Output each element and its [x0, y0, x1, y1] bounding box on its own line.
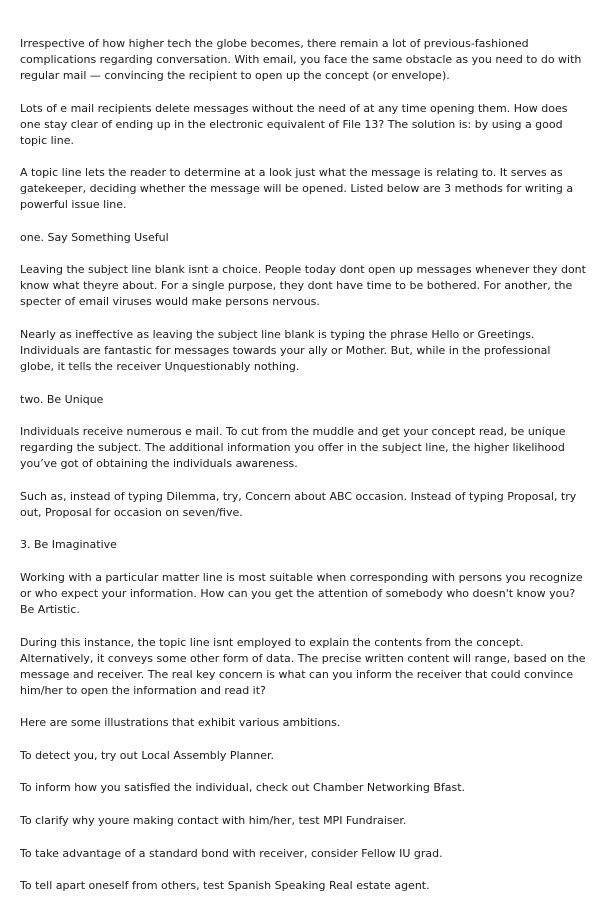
paragraph-common-bond: To take advantage of a standard bond with receiver, consider Fellow IU grad.	[20, 846, 443, 860]
paragraph-clarify-why: To clarify why youre making contact with him/her, test MPI Fundraiser.	[20, 813, 407, 827]
paragraph-intro: Irrespective of how higher tech the globe becomes, there remain a lot of previous-fashioned complications regarding conversation. With email, you face the same obstacle as you need to do with regular mail — convincing the recipient to open up the concept (or envelope).	[20, 37, 582, 82]
paragraph-tell-apart: To tell apart oneself from others, test Spanish Speaking Real estate agent.	[20, 879, 430, 893]
paragraph-numerous-mail: Individuals receive numerous e mail. To cut from the muddle and get your concept read, be unique regarding the subject. The additional information you offer in the subject line, the higher likelihood you’ve got of obtaining the individuals awareness.	[20, 425, 566, 471]
heading-be-imaginative: 3. Be Imaginative	[20, 538, 117, 552]
paragraph-particular-matter: Working with a particular matter line is most suitable when corresponding with persons you recognize or who expect your information. How can you get the attention of somebody who doesn't know you? Be Artistic.	[20, 570, 583, 616]
paragraph-illustrations: Here are some illustrations that exhibit various ambitions.	[20, 716, 341, 730]
heading-say-something-useful: one. Say Something Useful	[20, 230, 169, 244]
paragraph-topic-line: A topic line lets the reader to determine at a look just what the message is relating to. It serves as gatekeeper, deciding whether the message will be opened. Listed below are 3 methods for writing a powerful issue line.	[20, 166, 574, 212]
paragraph-inform-how: To inform how you satisfied the individual, check out Chamber Networking Bfast.	[20, 781, 466, 795]
paragraph-detect-you: To detect you, try out Local Assembly Planner.	[20, 748, 274, 762]
paragraph-examples-dilemma: Such as, instead of typing Dilemma, try, Concern about ABC occasion. Instead of typing Proposal, try out, Proposal for occasion on seven/five.	[20, 489, 577, 519]
paragraph-this-instance: During this instance, the topic line isnt employed to explain the contents from the concept. Alternatively, it conveys some other form of data. The precise written content will range, based on the message and receiver. The real key concern is what can you inform the receiver that could convince him/her to open the information and read it?	[20, 635, 586, 697]
paragraph-blank-subject: Leaving the subject line blank isnt a choice. People today dont open up messages whenever they dont know what theyre about. For a single purpose, they dont have time to be bothered. For another, the specter of email viruses would make persons nervous.	[20, 263, 586, 309]
document-body	[20, 36, 586, 911]
heading-be-unique: two. Be Unique	[20, 392, 104, 406]
paragraph-delete-messages: Lots of e mail recipients delete messages without the need of at any time opening them. How does one stay clear of ending up in the electronic equivalent of File 13? The solution is: by using a good topic line.	[20, 101, 568, 147]
paragraph-hello-greetings: Nearly as ineffective as leaving the subject line blank is typing the phrase Hello or Greetings. Individuals are fantastic for messages towards your ally or Mother. But, while in the professional globe, it tells the receiver Unquestionably nothing.	[20, 327, 551, 373]
